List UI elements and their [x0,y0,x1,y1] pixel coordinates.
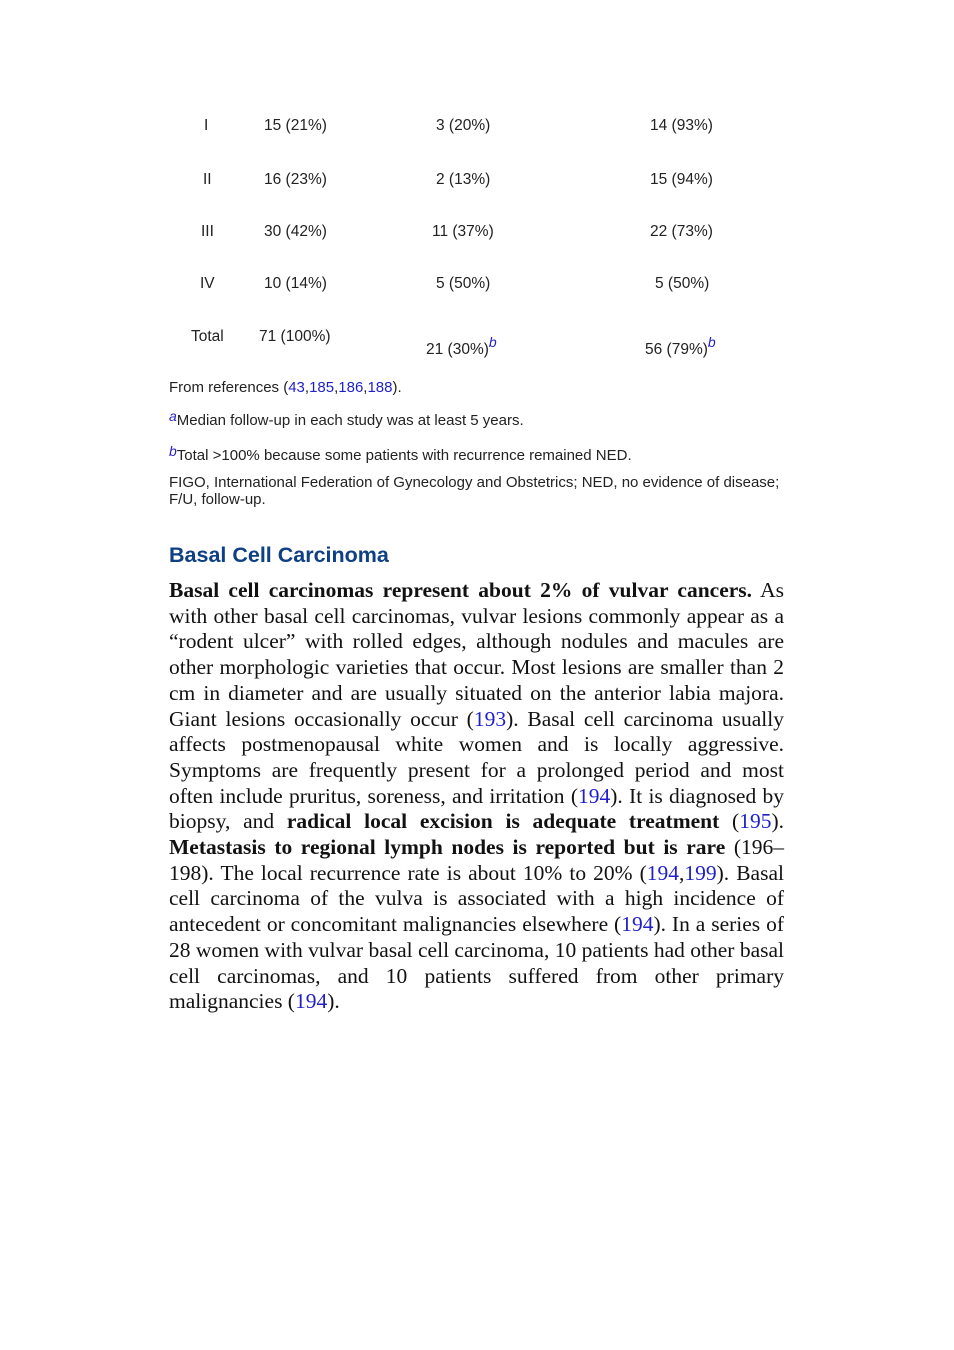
ref-link[interactable]: 194 [294,989,328,1014]
stage-cell: II [203,171,212,188]
references-note: From references (43,185,186,188). [169,379,402,396]
ned-cell: 14 (93%) [650,117,713,134]
footnote-b-marker[interactable]: b [707,334,716,350]
stage-cell: III [201,223,214,240]
footnote-b: bTotal >100% because some patients with recurrence remained NED. [169,443,632,464]
ref-link[interactable]: 195 [739,809,772,834]
section-heading: Basal Cell Carcinoma [169,543,389,567]
recurrence-cell: 11 (37%) [432,223,494,240]
ref-link[interactable]: 194 [577,783,611,808]
count-cell: 16 (23%) [264,171,327,188]
abbreviations-note: FIGO, International Federation of Gynecology and Obstetrics; NED, no evidence of disease; F/U, follow-up. [169,474,780,508]
ref-link[interactable]: 193 [473,706,507,731]
body-paragraph: Basal cell carcinomas represent about 2% of vulvar cancers. As with other basal cell carcinomas, vulvar lesions commonly appear as a “rodent ulcer” with rolled edges, although nodules and macules are other morphologic varieties that occur. Most lesions are smaller than 2 cm in diameter and are usually situated on the anterior labia majora. Giant lesions occasionally occur (193). Basal cell carcinoma usually affects postmenopausal white women and is locally aggressive. Symptoms are frequently present for a prolonged period and most often include pruritus, soreness, and irritation (194). It is diagnosed by biopsy, and radical local excision is adequate treatment (195). Metastasis to regional lymph nodes is reported but is rare (196–198). The local recurrence rate is about 10% to 20% (194,199). Basal cell carcinoma of the vulva is associated with a high incidence of antecedent or concomitant malignancies elsewhere (194). In a series of 28 women with vulvar basal cell carcinoma, 10 patients had other basal cell carcinomas, and 10 patients suffered from other primary malignancies (194). [169,578,785,1014]
count-cell: 10 (14%) [264,275,327,292]
ned-cell: 22 (73%) [650,223,713,240]
total-recurrence: 21 (30%)b [426,334,497,358]
ref-link[interactable]: 194 [621,912,654,937]
count-cell: 15 (21%) [264,117,327,134]
footnote-b-marker: b [169,443,177,459]
ref-link[interactable]: 43 [288,379,305,396]
total-count: 71 (100%) [259,328,331,345]
count-cell: 30 (42%) [264,223,327,240]
recurrence-cell: 2 (13%) [436,171,491,188]
total-label: Total [191,328,224,345]
ref-link[interactable]: 199 [684,860,717,885]
ref-link[interactable]: 188 [367,379,393,396]
ned-cell: 5 (50%) [655,275,710,292]
total-ned: 56 (79%)b [645,334,716,358]
footnote-b-marker[interactable]: b [488,334,497,350]
ref-link[interactable]: 185 [309,379,335,396]
footnote-a-marker: a [169,408,177,424]
stage-cell: I [204,117,209,134]
ref-link[interactable]: 186 [338,379,364,396]
recurrence-cell: 3 (20%) [436,117,491,134]
ned-cell: 15 (94%) [650,171,713,188]
ref-link[interactable]: 194 [646,860,680,885]
recurrence-cell: 5 (50%) [436,275,491,292]
stage-cell: IV [200,275,215,292]
footnote-a: aMedian follow-up in each study was at least 5 years. [169,408,524,429]
